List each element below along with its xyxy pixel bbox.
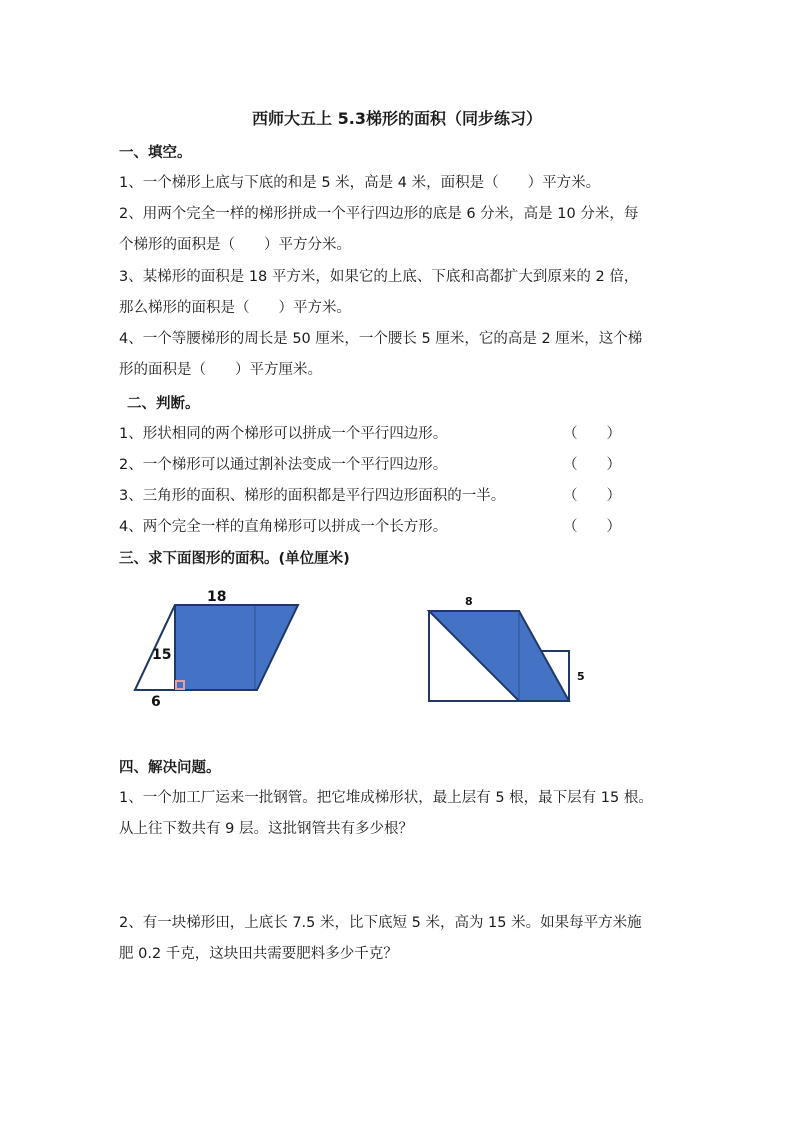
section-heading-judgement: 二、判断。	[127, 396, 200, 412]
label-right-5: 5	[577, 670, 585, 683]
question-line: 那么梯形的面积是（ ）平方米。	[119, 300, 351, 316]
section-heading-problems: 四、解决问题。	[119, 760, 221, 776]
label-height: 15	[152, 647, 172, 663]
answer-blank: （ ）	[563, 488, 621, 504]
question-line: 3、某梯形的面积是 18 平方米，如果它的上底、下底和高都扩大到原来的 2 倍，	[119, 269, 639, 285]
answer-blank: （ ）	[563, 519, 621, 535]
problem-line: 2、有一块梯形田，上底长 7.5 米，比下底短 5 米，高为 15 米。如果每平方米施	[119, 915, 642, 931]
question-line: 1、一个梯形上底与下底的和是 5 米，高是 4 米，面积是（ ）平方米。	[119, 175, 601, 191]
answer-blank: （ ）	[563, 457, 621, 473]
page-title: 西师大五上 5.3梯形的面积（同步练习）	[252, 109, 542, 128]
problem-line: 从上往下数共有 9 层。这批钢管共有多少根？	[119, 821, 413, 837]
problem-line: 肥 0.2 千克，这块田共需要肥料多少千克？	[119, 946, 398, 962]
label-top-8: 8	[465, 595, 473, 608]
question-line: 形的面积是（ ）平方厘米。	[119, 362, 322, 378]
judgement-item: 4、两个完全一样的直角梯形可以拼成一个长方形。	[119, 519, 448, 535]
label-top: 18	[207, 589, 227, 605]
section-heading-fill-blank: 一、填空。	[119, 145, 192, 161]
question-line: 个梯形的面积是（ ）平方分米。	[119, 237, 351, 253]
question-line: 4、一个等腰梯形的周长是 50 厘米，一个腰长 5 厘米，它的高是 2 厘米，这个梯	[119, 331, 643, 347]
answer-blank: （ ）	[563, 426, 621, 442]
section-heading-area: 三、求下面图形的面积。(单位厘米)	[119, 551, 350, 567]
judgement-item: 1、形状相同的两个梯形可以拼成一个平行四边形。	[119, 426, 448, 442]
judgement-item: 3、三角形的面积、梯形的面积都是平行四边形面积的一半。	[119, 488, 506, 504]
question-line: 2、用两个完全一样的梯形拼成一个平行四边形的底是 6 分米，高是 10 分米，每	[119, 206, 639, 222]
judgement-item: 2、一个梯形可以通过割补法变成一个平行四边形。	[119, 457, 448, 473]
problem-line: 1、一个加工厂运来一批钢管。把它堆成梯形状，最上层有 5 根，最下层有 15 根。	[119, 790, 653, 806]
label-bottom: 6	[151, 694, 161, 710]
